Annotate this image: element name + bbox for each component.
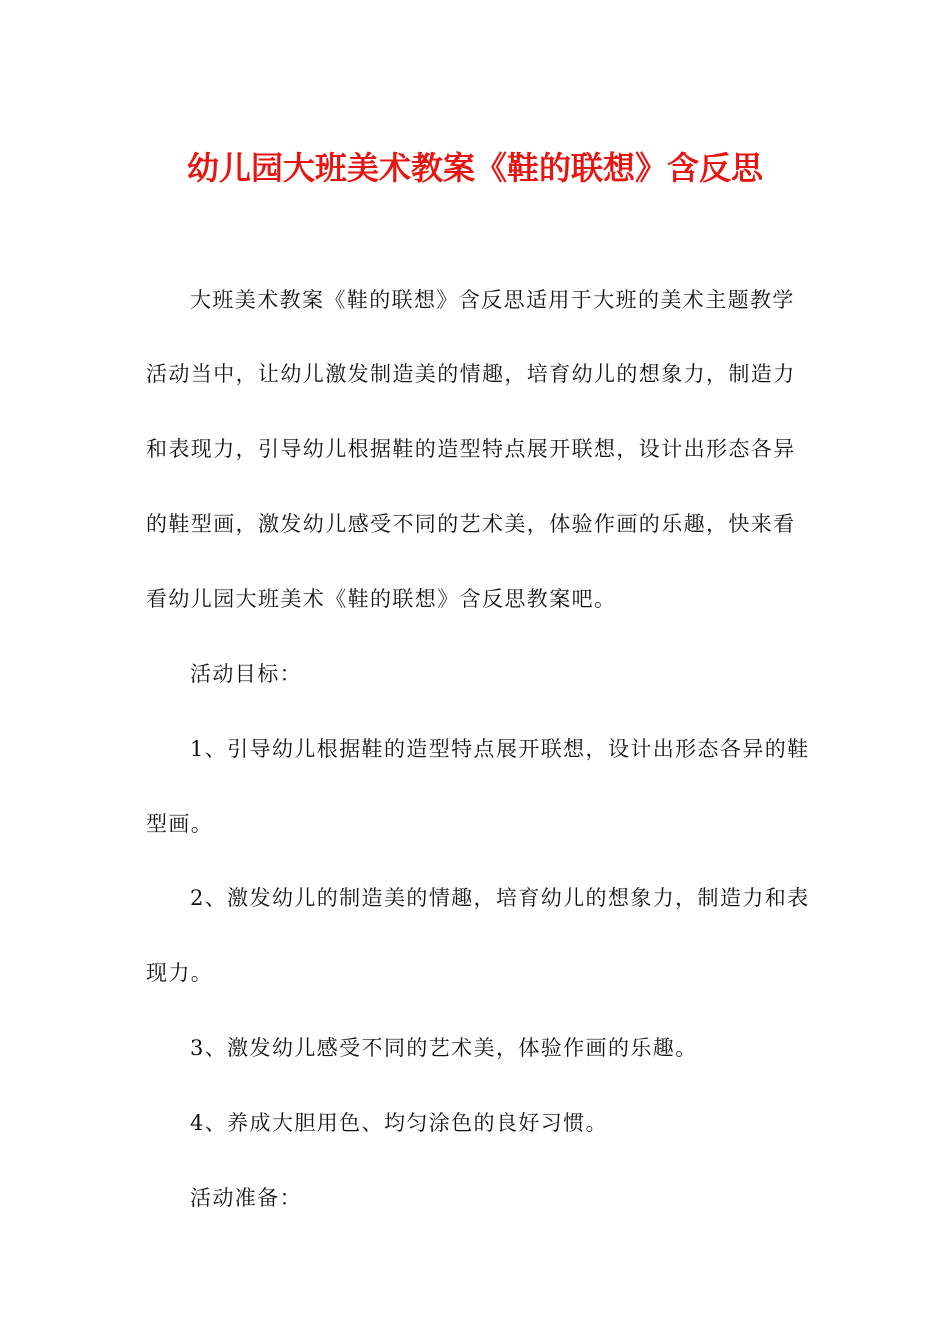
intro-line-1: 大班美术教案《鞋的联想》含反思适用于大班的美术主题教学 — [190, 288, 795, 312]
goal-2-line-2: 现力。 — [146, 961, 214, 985]
intro-line-2: 活动当中，让幼儿激发制造美的情趣，培育幼儿的想象力，制造力 — [146, 362, 796, 386]
intro-line-3: 和表现力，引导幼儿根据鞋的造型特点展开联想，设计出形态各异 — [146, 437, 796, 461]
document-title: 幼儿园大班美术教案《鞋的联想》含反思 — [186, 149, 763, 187]
intro-line-5: 看幼儿园大班美术《鞋的联想》含反思教案吧。 — [146, 587, 617, 611]
intro-line-4: 的鞋型画，激发幼儿感受不同的艺术美，体验作画的乐趣，快来看 — [146, 512, 796, 536]
goal-3: 3、激发幼儿感受不同的艺术美，体验作画的乐趣。 — [190, 1036, 698, 1060]
goal-1-line-2: 型画。 — [146, 812, 214, 836]
goal-4: 4、养成大胆用色、均匀涂色的良好习惯。 — [190, 1111, 608, 1135]
goal-1-line-1: 1、引导幼儿根据鞋的造型特点展开联想，设计出形态各异的鞋 — [190, 737, 810, 761]
section-heading-goals: 活动目标： — [190, 662, 302, 686]
section-heading-preparation: 活动准备： — [190, 1186, 302, 1210]
goal-2-line-1: 2、激发幼儿的制造美的情趣，培育幼儿的想象力，制造力和表 — [190, 886, 810, 910]
